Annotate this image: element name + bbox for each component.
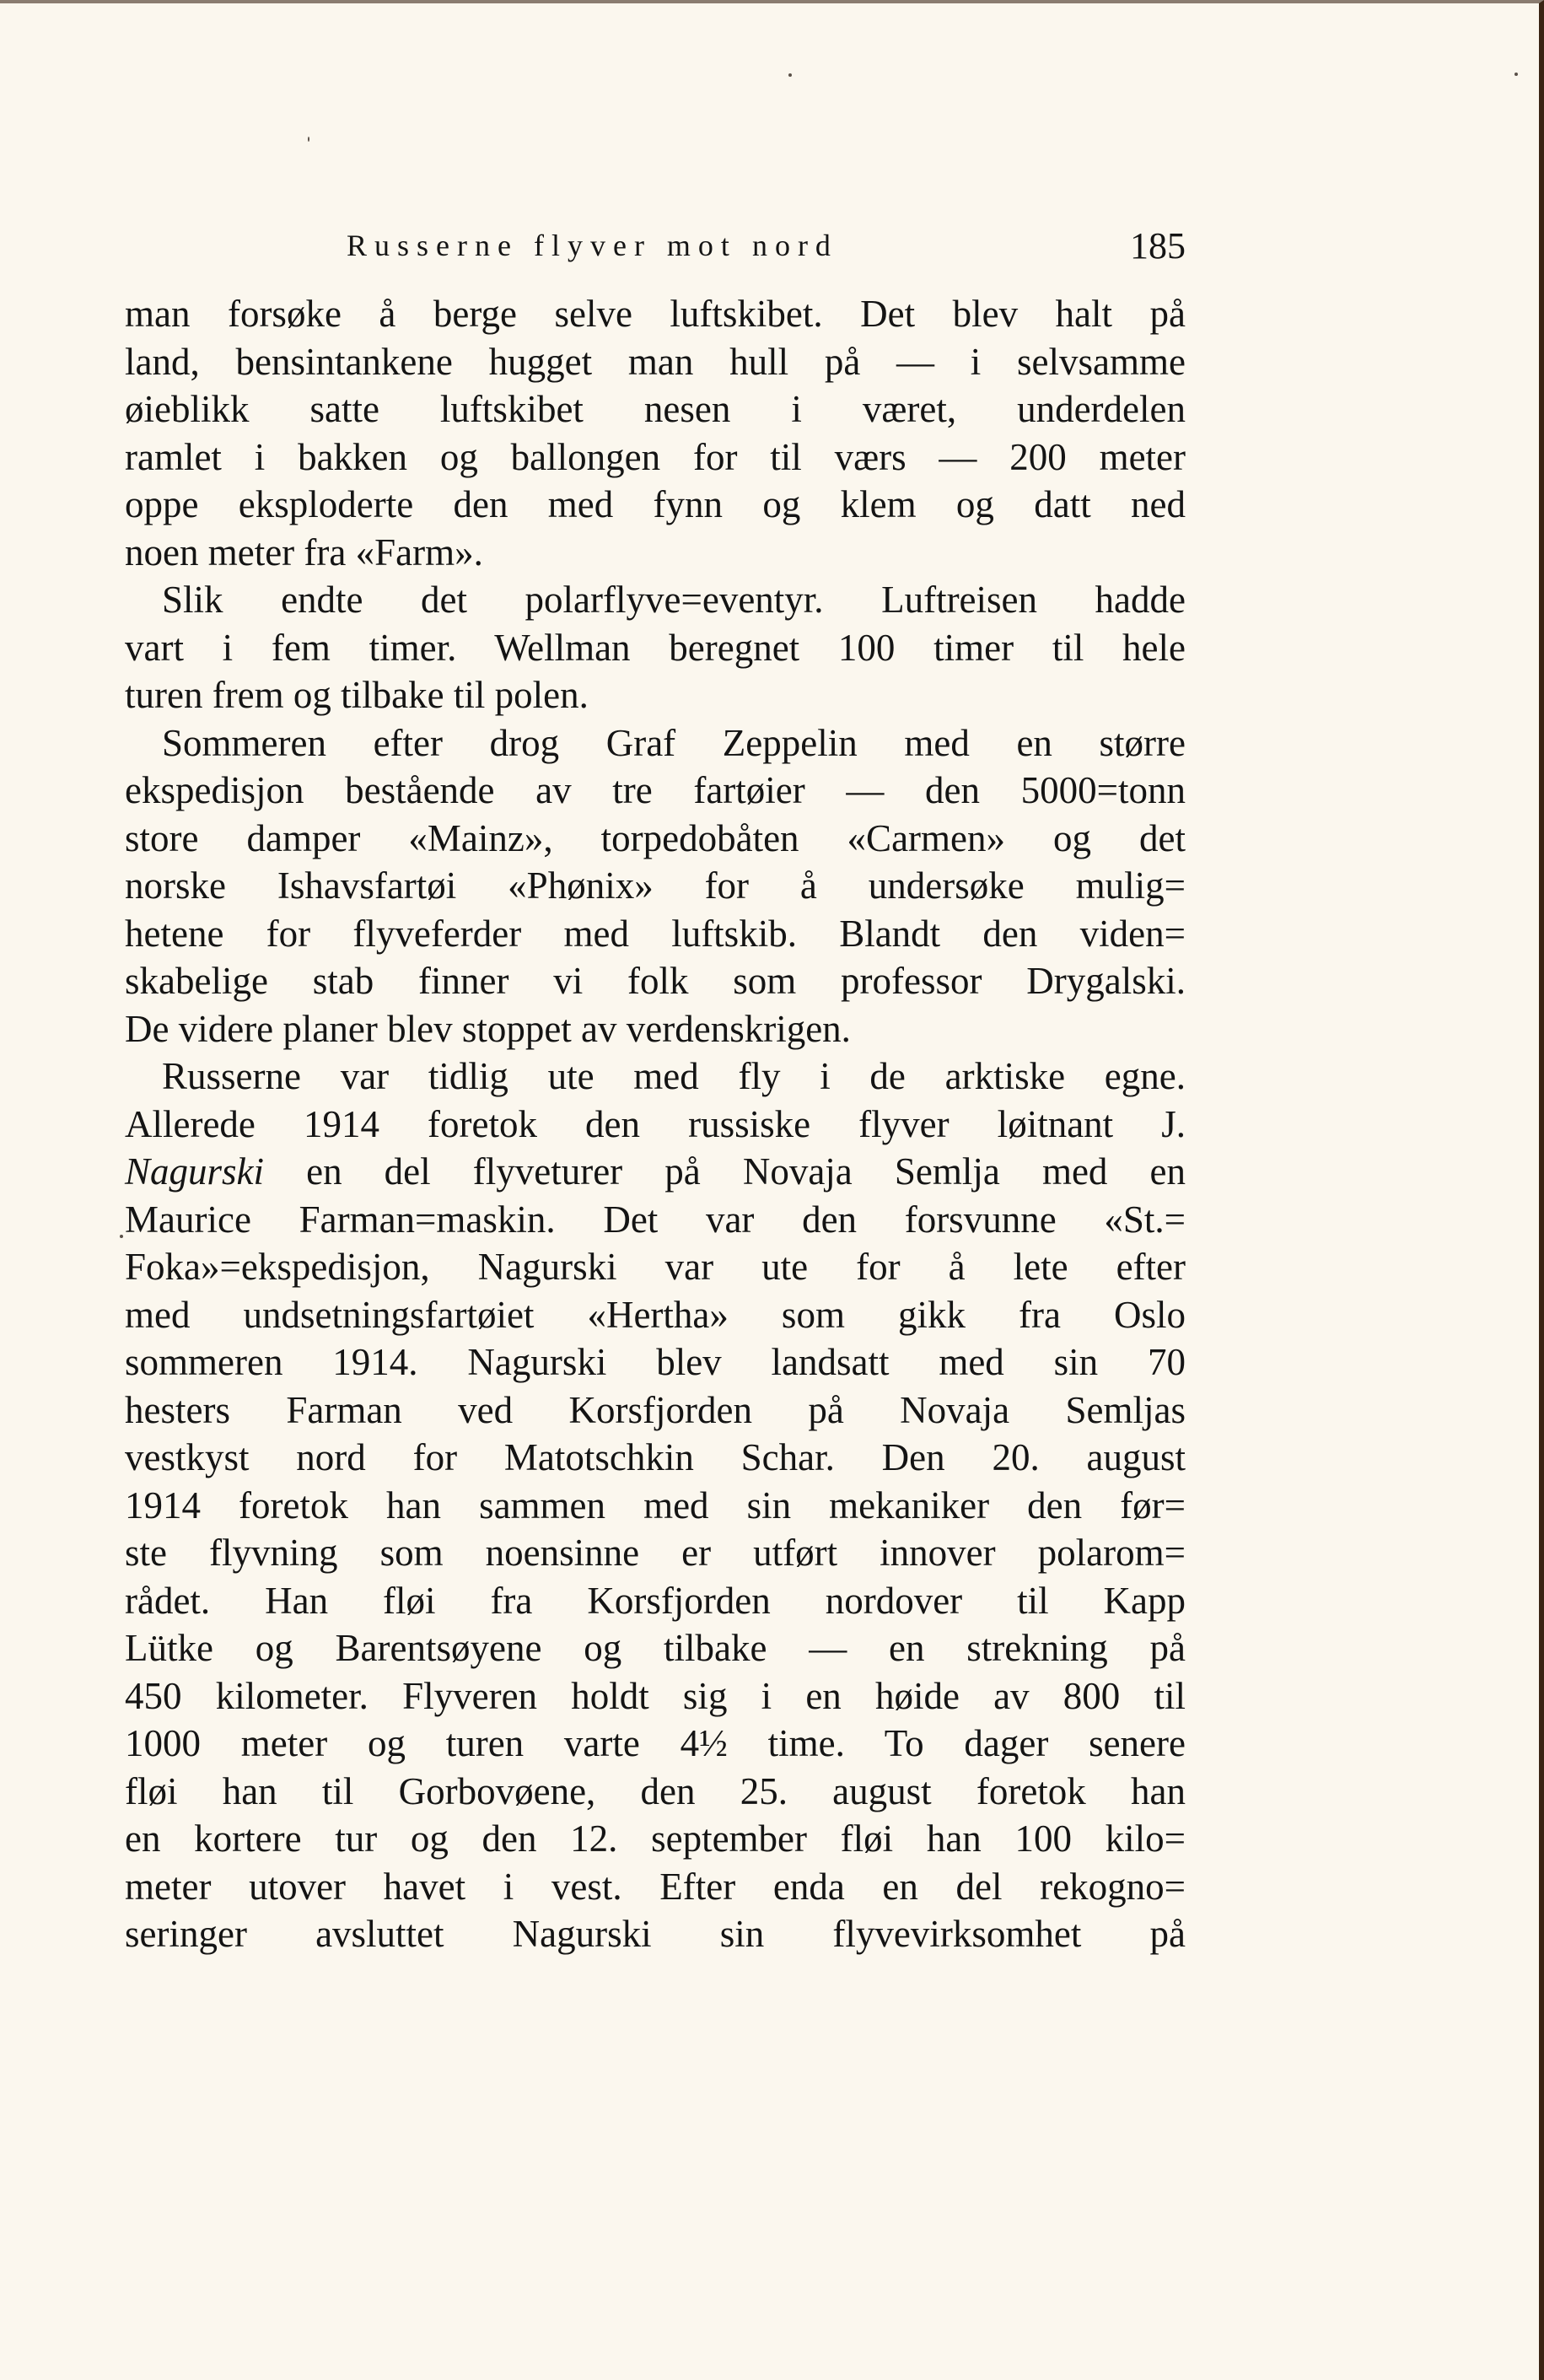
text-line: Slik endte det polarflyve=eventyr. Luftreisen hadde <box>162 579 1186 621</box>
text-line: ekspedisjon bestående av tre fartøier — den 5000=tonn <box>125 769 1186 811</box>
text-line: 450 kilometer. Flyveren holdt sig i en høide av 800 til <box>125 1674 1186 1717</box>
text-line: Maurice Farman=maskin. Det var den forsvunne «St.= <box>125 1198 1186 1241</box>
text-line: Sommeren efter drog Graf Zeppelin med en større <box>162 721 1186 764</box>
text-line: land, bensintankene hugget man hull på — i selvsamme <box>125 340 1186 383</box>
text-line: sommeren 1914. Nagurski blev landsatt med sin 70 <box>125 1341 1186 1383</box>
text-line: oppe eksploderte den med fynn og klem og datt ned <box>125 483 1186 525</box>
text-line: fløi han til Gorbovøene, den 25. august foretok han <box>125 1769 1186 1812</box>
text-line: 1000 meter og turen varte 4½ time. To dager senere <box>125 1722 1186 1764</box>
book-page <box>125 206 1186 1958</box>
text-line: Russerne var tidlig ute med fly i de arktiske egne. <box>162 1055 1186 1097</box>
text-line: norske Ishavsfartøi «Phønix» for å undersøke mulig= <box>125 864 1186 907</box>
running-title: Russerne flyver mot nord <box>347 229 838 262</box>
running-head <box>125 206 1186 290</box>
text-line: man forsøke å berge selve luftskibet. Det blev halt på <box>125 293 1186 335</box>
text-line: hesters Farman ved Korsfjorden på Novaja Semljas <box>125 1388 1186 1431</box>
italic-name: Nagurski <box>125 1150 265 1193</box>
text-line: Lütke og Barentsøyene og tilbake — en strekning på <box>125 1627 1186 1669</box>
text-line: noen meter fra «Farm». <box>125 530 483 573</box>
text-line: ramlet i bakken og ballongen for til værs — 200 meter <box>125 435 1186 478</box>
text-line: Foka»=ekspedisjon, Nagurski var ute for å lete efter <box>125 1246 1186 1288</box>
text-line: meter utover havet i vest. Efter enda en del rekogno= <box>125 1865 1186 1908</box>
text-line: hetene for flyveferder med luftskib. Blandt den viden= <box>125 912 1186 955</box>
text-line: Nagurski en del flyveturer på Novaja Semlja med en <box>125 1150 1186 1193</box>
text-line: vart i fem timer. Wellman beregnet 100 timer til hele <box>125 626 1186 669</box>
text-line: øieblikk satte luftskibet nesen i været, underdelen <box>125 388 1186 430</box>
text-line: ste flyvning som noensinne er utført innover polarom= <box>125 1532 1186 1574</box>
text-line: vestkyst nord for Matotschkin Schar. Den 20. august <box>125 1436 1186 1478</box>
text-line: med undsetningsfartøiet «Hertha» som gikk fra Oslo <box>125 1293 1186 1336</box>
text-line: en kortere tur og den 12. september fløi han 100 kilo= <box>125 1817 1186 1860</box>
text-line: seringer avsluttet Nagurski sin flyvevirksomhet på <box>125 1913 1186 1955</box>
text-line: store damper «Mainz», torpedobåten «Carmen» og det <box>125 816 1186 859</box>
text-line: turen frem og tilbake til polen. <box>125 674 589 716</box>
text-line: 1914 foretok han sammen med sin mekaniker den før= <box>125 1483 1186 1527</box>
text-line: Allerede 1914 foretok den russiske flyver løitnant J. <box>125 1102 1186 1145</box>
text-line: skabelige stab finner vi folk som professor Drygalski. <box>125 960 1186 1002</box>
text-line: rådet. Han fløi fra Korsfjorden nordover til Kapp <box>125 1579 1186 1622</box>
page-number: 185 <box>1130 225 1186 267</box>
body-text <box>125 290 1186 1958</box>
text-line: De videre planer blev stoppet av verdenskrigen. <box>125 1007 851 1050</box>
